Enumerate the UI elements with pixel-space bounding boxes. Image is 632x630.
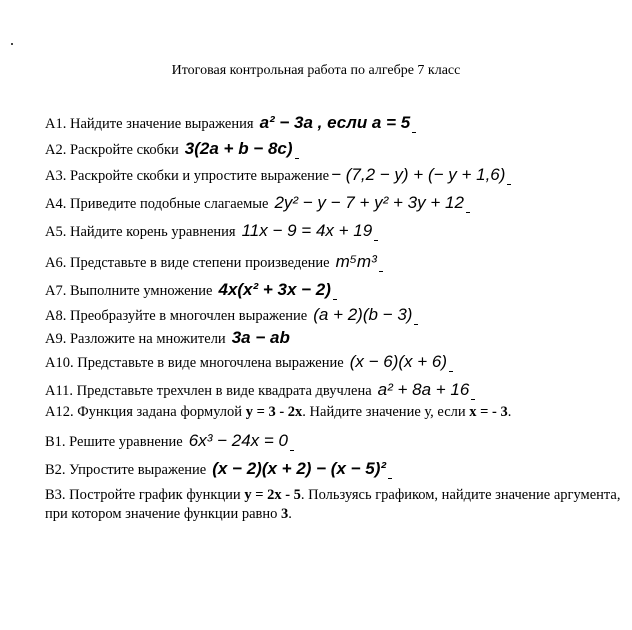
- task-label: А8. Преобразуйте в многочлен выражение: [45, 308, 308, 324]
- dot-mark: [295, 158, 299, 159]
- task-math: (a + 2)(b − 3): [313, 305, 413, 324]
- task-text: . Найдите значение у, если: [302, 404, 466, 420]
- task-a3: [45, 165, 511, 185]
- task-a9: [45, 328, 290, 348]
- task-math: (x − 2)(x + 2) − (x − 5)²: [212, 459, 387, 478]
- task-label: В1. Решите уравнение: [45, 434, 183, 450]
- dot-mark: [414, 324, 418, 325]
- dot-mark: [412, 132, 416, 133]
- task-a4: [45, 193, 470, 213]
- task-text: . Пользуясь графиком, найдите значение аргумента, при котором значение функции равно: [45, 487, 621, 522]
- task-math: (x − 6)(x + 6): [349, 352, 448, 371]
- task-b3: [45, 486, 625, 524]
- task-math: 2y² − y − 7 + y² + 3y + 12: [274, 193, 464, 212]
- task-end: .: [507, 404, 512, 420]
- task-label: А1. Найдите значение выражения: [45, 116, 254, 132]
- task-formula: y = 3 - 2x: [245, 404, 303, 420]
- dot-mark: [374, 240, 378, 241]
- task-a8: [45, 305, 418, 325]
- dot-mark: [388, 478, 392, 479]
- task-b1: [45, 431, 294, 451]
- task-math: m⁵m³: [335, 252, 377, 271]
- task-condition: x = - 3: [469, 404, 508, 420]
- task-label: А10. Представьте в виде многочлена выражение: [45, 355, 344, 371]
- task-label: А11. Представьте трехчлен в виде квадрата двучлена: [45, 383, 372, 399]
- scan-dot: [11, 43, 13, 45]
- dot-mark: [466, 212, 470, 213]
- task-math: 4x(x² + 3x − 2): [218, 280, 331, 299]
- task-label: А12. Функция задана формулой: [45, 404, 243, 420]
- dot-mark: [379, 271, 383, 272]
- task-label: А3. Раскройте скобки и упростите выражение: [45, 168, 330, 184]
- task-math: 6x³ − 24x = 0: [188, 431, 288, 450]
- page-title: Итоговая контрольная работа по алгебре 7 класс: [171, 63, 461, 78]
- task-label: А9. Разложите на множители: [45, 331, 226, 347]
- task-a11: [45, 380, 475, 400]
- task-math: 3a − ab: [231, 328, 290, 347]
- task-a1: [45, 113, 416, 133]
- task-b2: [45, 459, 392, 479]
- task-label: А2. Раскройте скобки: [45, 142, 179, 158]
- dot-mark: [471, 399, 475, 400]
- task-label: А7. Выполните умножение: [45, 283, 213, 299]
- task-label: А4. Приведите подобные слагаемые: [45, 196, 269, 212]
- task-math: − (7,2 − y) + (− y + 1,6): [331, 165, 506, 184]
- task-label: А5. Найдите корень уравнения: [45, 224, 236, 240]
- task-math: a² + 8a + 16: [377, 380, 470, 399]
- task-a5: [45, 221, 378, 241]
- task-label: А6. Представьте в виде степени произведение: [45, 255, 330, 271]
- task-end: .: [288, 506, 292, 522]
- dot-mark: [290, 450, 294, 451]
- task-value: 3: [281, 506, 289, 522]
- task-formula: y = 2x - 5: [244, 487, 301, 503]
- task-a7: [45, 280, 337, 300]
- dot-mark: [449, 371, 453, 372]
- task-math: a² − 3a , если a = 5: [259, 113, 411, 132]
- task-a12: [45, 404, 511, 421]
- task-label: В2. Упростите выражение: [45, 462, 207, 478]
- task-a10: [45, 352, 453, 372]
- task-a2: [45, 139, 299, 159]
- task-a6: [45, 252, 383, 272]
- task-math: 3(2a + b − 8c): [184, 139, 293, 158]
- dot-mark: [507, 184, 511, 185]
- task-label: В3. Постройте график функции: [45, 487, 241, 503]
- dot-mark: [333, 299, 337, 300]
- task-math: 11x − 9 = 4x + 19: [241, 221, 373, 240]
